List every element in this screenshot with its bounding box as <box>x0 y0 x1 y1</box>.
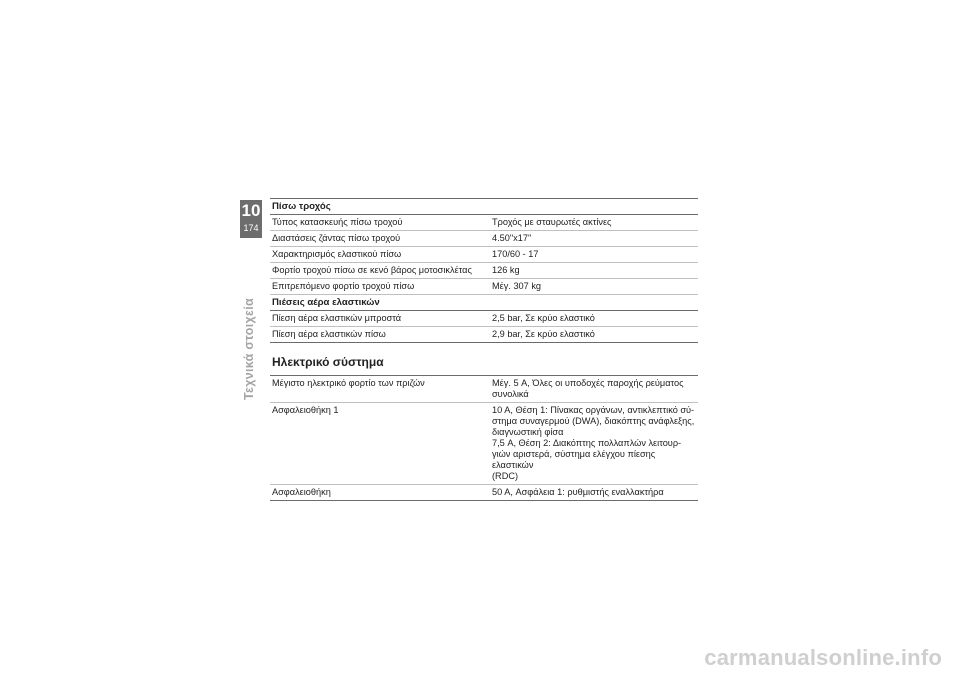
spec-value: 170/60 - 17 <box>485 247 698 263</box>
spec-value: Μέγ. 5 A, Όλες οι υποδοχές παροχής ρεύματος συνολικά <box>485 376 698 403</box>
section-heading-electrical: Ηλεκτρικό σύστημα <box>272 355 384 369</box>
chapter-number: 10 <box>241 201 261 220</box>
spec-value: 126 kg <box>485 263 698 279</box>
table-row <box>270 279 698 295</box>
section-title: Πιέσεις αέρα ελαστικών <box>270 295 698 311</box>
table-row <box>270 485 698 501</box>
spec-label: Μέγιστο ηλεκτρικό φορτίο των πριζών <box>270 376 485 403</box>
spec-label: Ασφαλειοθήκη <box>270 485 485 501</box>
spec-value: 2,5 bar, Σε κρύο ελαστικό <box>485 311 698 327</box>
spec-label: Πίεση αέρα ελαστικών πίσω <box>270 327 485 343</box>
spec-label: Διαστάσεις ζάντας πίσω τροχού <box>270 231 485 247</box>
section-header-tyre-pressures <box>270 295 698 311</box>
spec-label: Ασφαλειοθήκη 1 <box>270 403 485 485</box>
table-row <box>270 376 698 403</box>
spec-content <box>270 198 698 501</box>
spec-value: Μέγ. 307 kg <box>485 279 698 295</box>
chapter-badge <box>240 200 262 238</box>
spec-value: 50 A, Ασφάλεια 1: ρυθμιστής εναλλακτήρα <box>485 485 698 501</box>
spec-value: 4.50"x17" <box>485 231 698 247</box>
table-row <box>270 263 698 279</box>
spec-label: Επιτρεπόμενο φορτίο τροχού πίσω <box>270 279 485 295</box>
section-header-rear-wheel <box>270 199 698 215</box>
watermark: carmanualsonline.info <box>704 645 942 670</box>
spec-value: Τροχός με σταυρωτές ακτίνες <box>485 215 698 231</box>
wheel-spec-table <box>270 198 698 343</box>
spec-value: 2,9 bar, Σε κρύο ελαστικό <box>485 327 698 343</box>
table-row <box>270 215 698 231</box>
page-number: 174 <box>243 223 259 233</box>
spec-value: 10 A, Θέση 1: Πίνακας οργάνων, αντικλεπτικό σύ- στημα συναγερμού (DWA), διακόπτης ανάφλεξης, διαγνωστική φίσα 7,5 A, Θέση 2: Διακόπτης πολλαπλών λειτουρ- γιών αριστερά, σύστημα ελέγχου πίεσης ελαστικών (RDC) <box>485 403 698 485</box>
spec-label: Χαρακτηρισμός ελαστικού πίσω <box>270 247 485 263</box>
table-row <box>270 327 698 343</box>
electrical-spec-table <box>270 375 698 501</box>
chapter-title: Τεχνικά στοιχεία <box>242 298 256 400</box>
table-row <box>270 247 698 263</box>
table-row <box>270 231 698 247</box>
spec-label: Πίεση αέρα ελαστικών μπροστά <box>270 311 485 327</box>
table-row <box>270 311 698 327</box>
table-row <box>270 403 698 485</box>
section-title: Πίσω τροχός <box>270 199 698 215</box>
spec-label: Φορτίο τροχού πίσω σε κενό βάρος μοτοσικλέτας <box>270 263 485 279</box>
spec-label: Τύπος κατασκευής πίσω τροχού <box>270 215 485 231</box>
